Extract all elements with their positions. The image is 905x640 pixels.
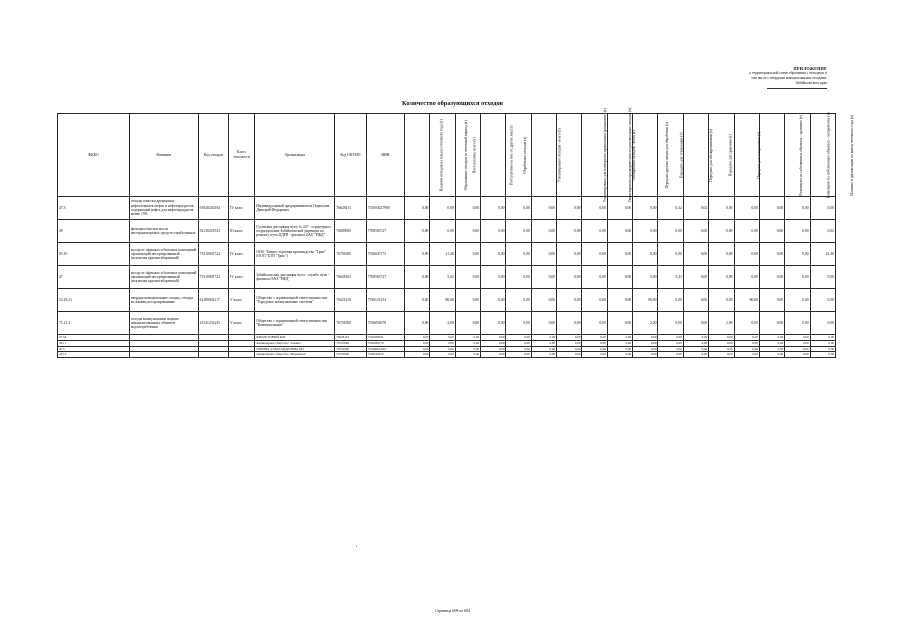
cell-value: 0,00	[810, 266, 835, 289]
cell-inn: 7536123154	[366, 289, 404, 312]
cell-inn: 753400614267	[366, 346, 404, 352]
cell-value: 0,00	[531, 197, 556, 220]
column-header-label: Организация	[284, 152, 305, 157]
cell-value: 0,00	[582, 352, 607, 358]
cell-value: 0,00	[430, 346, 455, 352]
cell-value: 80,00	[430, 289, 455, 312]
column-header	[58, 114, 130, 197]
column-header	[734, 114, 759, 197]
column-header-label: Утилизировано предварительно подготовленных отходов (т)	[628, 107, 633, 203]
cell-oktmo: 76628413	[335, 197, 366, 220]
cell-code	[198, 352, 228, 358]
cell-fkko: 47.54	[58, 335, 130, 341]
cell-value: 0,00	[430, 352, 455, 358]
cell-value: 0,00	[633, 220, 658, 243]
column-header-label: Размещено на собственных объектах - захоронение (т)	[826, 112, 831, 198]
cell-value: 0,00	[658, 346, 683, 352]
cell-value: 0,32	[658, 197, 683, 220]
cell-value: 0,00	[506, 352, 531, 358]
cell-value: 0,02	[810, 220, 835, 243]
column-header	[658, 114, 683, 197]
cell-inn: 7708503727	[366, 266, 404, 289]
column-header	[785, 112, 831, 198]
cell-value: 0,00	[607, 266, 632, 289]
cell-value: 0,00	[506, 289, 531, 312]
cell-value: 0,00	[481, 220, 506, 243]
cell-value: 0,00	[658, 352, 683, 358]
cell-value: 0,00	[455, 289, 480, 312]
cell-value: 0,00	[455, 346, 480, 352]
cell-value: 0,00	[759, 220, 784, 243]
cell-value: 0,00	[709, 346, 734, 352]
cell-value: 2,00	[709, 312, 734, 335]
cell-value: 0,00	[506, 220, 531, 243]
cell-value: 21,40	[810, 243, 835, 266]
cell-org: ФИОЛЕТОВЫЙ КОТ	[255, 335, 335, 341]
cell-value: 0,00	[582, 340, 607, 346]
cell-value: 0,00	[557, 340, 582, 346]
cell-value: 0,00	[734, 197, 759, 220]
cell-value: 0,00	[683, 220, 708, 243]
cell-oktmo: 76621419	[335, 289, 366, 312]
cell-oktmo: 76701000	[335, 352, 366, 358]
cell-value: 0,00	[734, 335, 759, 341]
cell-value: 0,00	[709, 352, 734, 358]
cell-value: 0,00	[506, 312, 531, 335]
cell-value: 0,00	[810, 335, 835, 341]
cell-value: 0,00	[531, 289, 556, 312]
cell-name: отходы коммунальные жидкие неканализованных объектов водопотребления	[129, 312, 198, 335]
cell-value: 0,00	[582, 312, 607, 335]
cell-value: 0,00	[785, 346, 810, 352]
table-header-row	[58, 114, 836, 197]
cell-value: 0,00	[481, 312, 506, 335]
cell-value: 0,00	[785, 340, 810, 346]
cell-value: 5,43	[658, 266, 683, 289]
column-header-label: Передано для хранения (т)	[728, 134, 733, 176]
annex-line: к территориальной схеме обращения с отходами, в	[749, 71, 827, 75]
cell-value: 0,00	[785, 289, 810, 312]
cell-value: 0,00	[759, 340, 784, 346]
cell-oktmo: 76628163	[335, 266, 366, 289]
cell-value: 0,00	[481, 289, 506, 312]
cell-value: 0,00	[455, 243, 480, 266]
column-header-label: Поступление, всего (т)	[472, 137, 477, 173]
cell-inn: 753003027990	[366, 197, 404, 220]
column-header-label: Код ОКТМО	[340, 152, 361, 157]
column-header	[531, 114, 562, 197]
cell-org: Индивидуальный предприниматель Паршуков Дмитрий Федорович	[255, 197, 335, 220]
column-header	[481, 114, 514, 197]
cell-value: 0,00	[734, 266, 759, 289]
cell-value: 0,00	[633, 243, 658, 266]
cell-fkko: 71.12.2	[58, 312, 130, 335]
cell-fkko: 43.13	[58, 352, 130, 358]
cell-value: 0,00	[759, 312, 784, 335]
cell-value: 0,00	[683, 340, 708, 346]
cell-value: 0,00	[683, 312, 708, 335]
column-header-label: Обработано отходов (т)	[523, 136, 528, 174]
cell-fkko: 85.10	[58, 243, 130, 266]
cell-value: 0,00	[683, 335, 708, 341]
cell-value: 0,00	[531, 335, 556, 341]
cell-value: 0,00	[582, 197, 607, 220]
cell-value: 0,00	[455, 220, 480, 243]
cell-fkko: 47.3	[58, 197, 130, 220]
cell-oktmo: 76628163	[335, 335, 366, 341]
column-header-label: Класс опасности	[233, 150, 250, 159]
column-header	[198, 114, 228, 197]
cell-value: 0,00	[785, 220, 810, 243]
cell-value: 0,00	[557, 243, 582, 266]
cell-inn: 7536058021	[366, 335, 404, 341]
cell-value: 0,00	[557, 266, 582, 289]
cell-value: 2,00	[430, 312, 455, 335]
cell-org: ЛЕВИНА АЛЕКСАНДРОВНА ИП	[255, 346, 335, 352]
column-header-label: Наличие отходов на начало отчетного года (т)	[439, 118, 444, 192]
cell-value: 0,00	[430, 340, 455, 346]
cell-value: 0,00	[455, 266, 480, 289]
cell-value: 0,00	[405, 197, 430, 220]
cell-value: 0,00	[531, 266, 556, 289]
column-header-label: Передано для утилизации (т)	[679, 132, 684, 178]
cell-value: 0,00	[607, 340, 632, 346]
column-header	[810, 114, 854, 197]
cell-value: 21,40	[430, 243, 455, 266]
cell-value: 0,00	[759, 346, 784, 352]
cell-value: 0,00	[633, 340, 658, 346]
cell-value: 0,00	[405, 335, 430, 341]
cell-value: 0,00	[633, 335, 658, 341]
cell-org: Акционерное общество "Водоканал"	[255, 352, 335, 358]
cell-value: 0,00	[709, 220, 734, 243]
cell-value: 0,00	[430, 197, 455, 220]
cell-value: 0,00	[405, 289, 430, 312]
cell-value: 0,00	[709, 340, 734, 346]
cell-value: 0,00	[759, 266, 784, 289]
cell-value: 0,00	[633, 346, 658, 352]
cell-value: 80,00	[633, 289, 658, 312]
cell-name: фильтры очистки масла автотранспортных средств отработанные	[129, 220, 198, 243]
cell-value: 0,00	[405, 243, 430, 266]
cell-value: 0,00	[405, 352, 430, 358]
cell-value: 0,00	[683, 346, 708, 352]
cell-oktmo: 76609000	[335, 220, 366, 243]
cell-code: 92130201523	[198, 220, 228, 243]
cell-value: 0,00	[531, 340, 556, 346]
cell-value: 0,00	[810, 197, 835, 220]
cell-value: 0,00	[481, 266, 506, 289]
column-header-label: Утилизировано отходов - всего (т)	[557, 128, 562, 182]
cell-value: 0,00	[734, 346, 759, 352]
cell-name: твердые коммунальные отходы, отходы из жилищ несортированные	[129, 289, 198, 312]
cell-org: Акционерное общество "Альянс"	[255, 340, 335, 346]
cell-value: 0,00	[557, 220, 582, 243]
cell-inn: 7536036179	[366, 340, 404, 346]
cell-org: Гусевская дистанция пути № 247 - структурное подразделение Забайкальской дирекции по ремонту пути ЦДРП - филиала ОАО "РЖД"	[255, 220, 335, 243]
cell-value: 0,00	[810, 312, 835, 335]
cell-value: 0,00	[430, 335, 455, 341]
table-row	[58, 266, 836, 289]
cell-cls: IV класс	[229, 243, 255, 266]
table-row	[58, 220, 836, 243]
cell-value: 0,00	[759, 243, 784, 266]
table-body	[58, 197, 836, 358]
cell-value: 0,00	[506, 340, 531, 346]
cell-code: 73310001724	[198, 243, 228, 266]
cell-value: 0,00	[607, 220, 632, 243]
cell-value: 0,00	[785, 335, 810, 341]
cell-value: 0,00	[810, 289, 835, 312]
cell-value: 0,00	[607, 197, 632, 220]
cell-value: 0,00	[607, 335, 632, 341]
cell-org: Общество с ограниченной ответственностью "Городские коммунальные системы"	[255, 289, 335, 312]
cell-value: 0,00	[531, 352, 556, 358]
cell-value: 0,00	[506, 346, 531, 352]
cell-value: 0,00	[506, 243, 531, 266]
column-header-label: Образование отходов за отчетный период (т)	[464, 119, 469, 191]
cell-value: 0,00	[658, 335, 683, 341]
column-header-label: ИНН	[381, 152, 390, 157]
cell-value: 0,00	[658, 289, 683, 312]
table-row	[58, 197, 836, 220]
cell-value: 0,00	[607, 289, 632, 312]
cell-value: 0,00	[557, 312, 582, 335]
cell-cls: III класс	[229, 220, 255, 243]
column-header	[229, 114, 255, 197]
table-row	[58, 352, 836, 358]
cell-inn: 7536047175	[366, 243, 404, 266]
cell-value: 0,00	[506, 266, 531, 289]
cell-value: 0,00	[759, 289, 784, 312]
cell-value: 0,00	[658, 243, 683, 266]
cell-value: 0,00	[633, 352, 658, 358]
cell-name: мусор от офисных и бытовых помещений организаций несортированный (исключая крупногабаритный)	[129, 243, 198, 266]
column-header	[129, 114, 198, 197]
cell-inn: 7708503727	[366, 220, 404, 243]
cell-name: отходы очистки дренажных, нефтеловушек нефти и нефтепродуктов, содержащие нефть для нефтепродуктов менее 15%	[129, 197, 198, 220]
cell-value: 80,00	[734, 289, 759, 312]
cell-code: 73310001724	[198, 266, 228, 289]
cell-value: 2,00	[633, 312, 658, 335]
cell-value: 0,00	[557, 335, 582, 341]
column-header	[683, 114, 713, 197]
cell-fkko: 43.11	[58, 340, 130, 346]
cell-value: 0,00	[709, 335, 734, 341]
cell-code: 61180002217	[198, 289, 228, 312]
document-title: Количество образующихся отходов	[402, 100, 503, 107]
column-header-label: Обезврежено отходов - всего (т)	[631, 129, 636, 181]
cell-value: 0,00	[531, 243, 556, 266]
cell-value: 0,00	[455, 312, 480, 335]
cell-inn: 7536106676	[366, 352, 404, 358]
cell-value: 0,00	[557, 197, 582, 220]
column-header-label: Размещено на собственных объектах - хранение (т)	[798, 114, 803, 196]
cell-value: 0,00	[709, 289, 734, 312]
cell-value: 0,00	[607, 352, 632, 358]
cell-value: 0,00	[633, 197, 658, 220]
cell-value: 0,00	[785, 312, 810, 335]
cell-value: 0,00	[557, 352, 582, 358]
cell-value: 0,00	[658, 220, 683, 243]
column-header-label: Передано для захоронения (т)	[756, 131, 761, 179]
column-header-label: Передано другим лицам для обработки (т)	[665, 121, 670, 189]
cell-value: 0,00	[455, 335, 480, 341]
cell-value: 0,00	[785, 266, 810, 289]
cell-org: ООО "Бизнес торговая производство "Трио" (ООО "БТП "Трио")	[255, 243, 335, 266]
cell-value: 0,00	[607, 243, 632, 266]
column-header	[255, 114, 335, 197]
cell-name: мусор от офисных и бытовых помещений организаций несортированный (исключая крупногабаритный)	[129, 266, 198, 289]
cell-value: 0,00	[531, 220, 556, 243]
cell-value: 0,00	[481, 346, 506, 352]
cell-value: 0,00	[734, 243, 759, 266]
cell-value: 0,00	[405, 346, 430, 352]
cell-value: 0,00	[810, 352, 835, 358]
cell-value: 0,00	[582, 243, 607, 266]
column-header-label: Код отходов	[203, 152, 223, 157]
annex-rule	[767, 88, 827, 89]
cell-value: 0,00	[683, 289, 708, 312]
stray-mark	[356, 546, 357, 547]
cell-name	[129, 352, 198, 358]
cell-value: 0,00	[785, 243, 810, 266]
cell-value: 0,00	[709, 197, 734, 220]
cell-inn: 7536054678	[366, 312, 404, 335]
column-header	[335, 114, 366, 197]
cell-value: 0,00	[759, 335, 784, 341]
cell-value: 0,00	[734, 220, 759, 243]
cell-value: 0,00	[810, 340, 835, 346]
cell-org: Общество с ограниченной ответственностью "Коммунальщик"	[255, 312, 335, 335]
cell-value: 0,00	[557, 346, 582, 352]
table-row	[58, 312, 836, 335]
cell-value: 0,00	[455, 340, 480, 346]
cell-value: 0,00	[455, 352, 480, 358]
annex-line: Забайкальского края	[795, 81, 827, 85]
cell-cls: IV класс	[229, 197, 255, 220]
column-header-label: Передано для обезвреживания (т)	[708, 128, 713, 182]
cell-value: 0,00	[785, 197, 810, 220]
cell-value: 0,00	[582, 346, 607, 352]
cell-value: 0,00	[531, 312, 556, 335]
cell-value: 0,00	[582, 266, 607, 289]
cell-value: 0,00	[683, 266, 708, 289]
cell-fkko: 47.5	[58, 346, 130, 352]
cell-value: 0,00	[607, 312, 632, 335]
column-header	[405, 114, 444, 197]
cell-oktmo: 76701000	[335, 346, 366, 352]
annex-title: ПРИЛОЖЕНИЕ	[793, 66, 827, 71]
cell-value: 0,02	[683, 197, 708, 220]
cell-value: 0,00	[481, 197, 506, 220]
cell-value: 5,43	[430, 266, 455, 289]
cell-value: 0,00	[810, 346, 835, 352]
cell-cls	[229, 352, 255, 358]
cell-cls: V класс	[229, 289, 255, 312]
cell-value: 0,00	[405, 340, 430, 346]
cell-value: 0,00	[582, 335, 607, 341]
cell-value: 0,00	[481, 335, 506, 341]
cell-value: 0,00	[633, 266, 658, 289]
cell-value: 0,00	[557, 289, 582, 312]
column-header-label: Утилизировано для повторного применения (рециклинг) (т)	[602, 107, 607, 203]
waste-table	[57, 107, 854, 358]
cell-oktmo: 76701000	[335, 340, 366, 346]
cell-value: 0,00	[683, 352, 708, 358]
table-row	[58, 243, 836, 266]
cell-value: 0,00	[734, 352, 759, 358]
cell-value: 0,00	[582, 289, 607, 312]
column-header	[366, 114, 404, 197]
table-row	[58, 289, 836, 312]
cell-value: 0,00	[709, 266, 734, 289]
column-header-label: Наличие в организации на конец отчетного года (т)	[849, 114, 854, 196]
cell-fkko: 49	[58, 220, 130, 243]
cell-value: 0,00	[658, 312, 683, 335]
cell-oktmo: 76701000	[335, 243, 366, 266]
annex-block	[677, 66, 827, 89]
cell-value: 0,00	[582, 220, 607, 243]
cell-value: 0,00	[405, 266, 430, 289]
cell-value: 0,00	[430, 220, 455, 243]
cell-fkko: 47	[58, 266, 130, 289]
cell-value: 0,00	[759, 197, 784, 220]
cell-value: 0,00	[506, 197, 531, 220]
cell-fkko: 52.29.21	[58, 289, 130, 312]
cell-value: 0,00	[455, 197, 480, 220]
cell-value: 0,00	[405, 220, 430, 243]
cell-value: 0,00	[709, 243, 734, 266]
cell-value: 0,00	[506, 335, 531, 341]
cell-value: 0,00	[734, 340, 759, 346]
cell-value: 0,00	[531, 346, 556, 352]
cell-cls: IV класс	[229, 266, 255, 289]
cell-code: 41541231245	[198, 312, 228, 335]
column-header-label: ФККО	[88, 152, 99, 157]
cell-value: 0,00	[683, 243, 708, 266]
cell-value: 0,00	[759, 352, 784, 358]
cell-oktmo: 76701000	[335, 312, 366, 335]
page-number: Страница 608 из 684	[434, 608, 471, 613]
cell-cls: V класс	[229, 312, 255, 335]
annex-line: том числе с твердыми коммунальными отходами,	[751, 76, 827, 80]
cell-value: 0,00	[658, 340, 683, 346]
cell-value: 0,00	[481, 352, 506, 358]
cell-value: 0,00	[785, 352, 810, 358]
cell-value: 0,00	[607, 346, 632, 352]
cell-org: Забайкальская дистанция пути - служба пути - филиала ОАО "РЖД"	[255, 266, 335, 289]
column-header-label: Поступление из них от других лиц (т)	[509, 125, 514, 185]
cell-value: 0,00	[481, 340, 506, 346]
cell-code: 91920202394	[198, 197, 228, 220]
cell-value: 0,00	[481, 243, 506, 266]
cell-value: 0,00	[405, 312, 430, 335]
column-header-label: Название	[156, 152, 172, 157]
cell-value: 0,00	[734, 312, 759, 335]
